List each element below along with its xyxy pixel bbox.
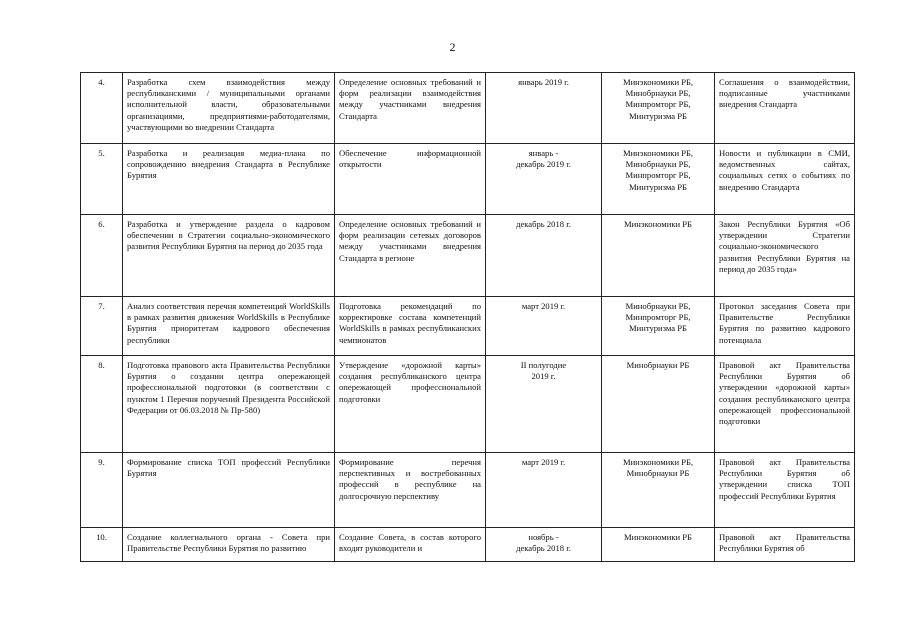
activity-cell: Формирование списка ТОП профессий Республики Бурятия	[123, 453, 335, 528]
goal-cell: Утверждение «дорожной карты» создания республиканского центра опережающей профессиональной подготовки	[335, 356, 486, 453]
responsible-cell: Минэкономики РБ	[602, 215, 715, 297]
responsible-cell: Минэкономики РБ, Минобрнауки РБ, Минпромторг РБ, Минтуризма РБ	[602, 144, 715, 215]
result-cell: Правовой акт Правительства Республики Бурятия об утверждении «дорожной карты» создания республиканского центра опережающей профессиональной подготовки	[715, 356, 855, 453]
page-number: 2	[449, 40, 456, 54]
responsible-cell: Минэкономики РБ	[602, 528, 715, 562]
result-cell: Закон Республики Бурятия «Об утверждении Стратегии социально-экономического развития Республики Бурятия на период до 2035 года»	[715, 215, 855, 297]
goal-cell: Формирование перечня перспективных и востребованных профессий в республике на долгосрочную перспективу	[335, 453, 486, 528]
table-row	[81, 297, 855, 356]
activity-cell: Разработка и утверждение раздела о кадровом обеспечении в Стратегии социально-экономического развития Республики Бурятия на период до 2035 года	[123, 215, 335, 297]
table-row	[81, 215, 855, 297]
table-row	[81, 73, 855, 144]
deadline-cell: II полугодие 2019 г.	[486, 356, 602, 453]
result-cell: Правовой акт Правительства Республики Бурятия об утверждении списка ТОП профессий Республики Бурятия	[715, 453, 855, 528]
result-cell: Протокол заседания Совета при Правительстве Республики Бурятия по развитию кадрового потенциала	[715, 297, 855, 356]
responsible-cell: Минобрнауки РБ	[602, 356, 715, 453]
result-cell: Соглашения о взаимодействии, подписанные участниками внедрения Стандарта	[715, 73, 855, 144]
goal-cell: Обеспечение информационной открытости	[335, 144, 486, 215]
deadline-cell: декабрь 2018 г.	[486, 215, 602, 297]
goal-cell: Определение основных требований и форм реализации взаимодействия между участниками внедрения Стандарта	[335, 73, 486, 144]
goal-cell: Определение основных требований и форм реализации сетевых договоров между участниками внедрения Стандарта в регионе	[335, 215, 486, 297]
row-number: 6.	[81, 215, 123, 297]
activity-cell: Создание коллегиального органа - Совета при Правительстве Республики Бурятия по развитию	[123, 528, 335, 562]
deadline-cell: март 2019 г.	[486, 297, 602, 356]
table-row	[81, 356, 855, 453]
row-number: 8.	[81, 356, 123, 453]
activity-cell: Подготовка правового акта Правительства Республики Бурятия о создании центра опережающей профессиональной подготовки (в соответствии с пунктом 1 Перечня поручений Президента Российской Федерации от 06.03.2018 № Пр-580)	[123, 356, 335, 453]
result-cell: Правовой акт Правительства Республики Бурятия об	[715, 528, 855, 562]
result-cell: Новости и публикации в СМИ, ведомственных сайтах, социальных сетях о событиях по внедрению Стандарта	[715, 144, 855, 215]
table-row	[81, 453, 855, 528]
activity-cell: Разработка схем взаимодействия между республиканскими / муниципальными органами исполнительной власти, образовательными организациями, предприятиями-работодателями, участвующими во внедрении Стандарта	[123, 73, 335, 144]
responsible-cell: Минэкономики РБ, Минобрнауки РБ	[602, 453, 715, 528]
goal-cell: Подготовка рекомендаций по корректировке состава компетенций WorldSkills в рамках республиканских чемпионатов	[335, 297, 486, 356]
row-number: 5.	[81, 144, 123, 215]
row-number: 4.	[81, 73, 123, 144]
activity-cell: Анализ соответствия перечня компетенций WorldSkills в рамках развития движения WorldSkills в Республике Бурятия приоритетам кадрового обеспечения республики	[123, 297, 335, 356]
row-number: 10.	[81, 528, 123, 562]
deadline-cell: ноябрь - декабрь 2018 г.	[486, 528, 602, 562]
table-row	[81, 144, 855, 215]
deadline-cell: январь 2019 г.	[486, 73, 602, 144]
row-number: 7.	[81, 297, 123, 356]
goal-cell: Создание Совета, в состав которого входят руководители и	[335, 528, 486, 562]
activity-cell: Разработка и реализация медиа-плана по сопровождению внедрения Стандарта в Республике Бурятия	[123, 144, 335, 215]
responsible-cell: Минэкономики РБ, Минобрнауки РБ, Минпромторг РБ, Минтуризма РБ	[602, 73, 715, 144]
table-row	[81, 528, 855, 562]
deadline-cell: март 2019 г.	[486, 453, 602, 528]
deadline-cell: январь - декабрь 2019 г.	[486, 144, 602, 215]
responsible-cell: Минобрнауки РБ, Минпромторг РБ, Минтуризма РБ	[602, 297, 715, 356]
row-number: 9.	[81, 453, 123, 528]
action-plan-table	[80, 72, 855, 562]
